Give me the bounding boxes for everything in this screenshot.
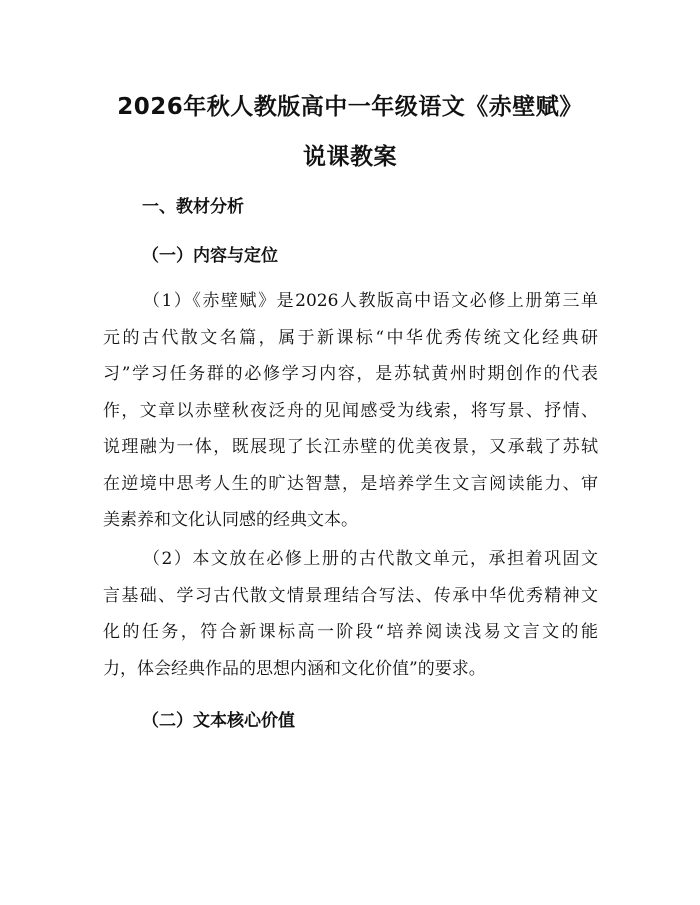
paragraph-line: 美素养和文化认同感的经典文本。	[103, 510, 358, 530]
subsection-heading-core-value: （二）文本核心价值	[142, 711, 295, 731]
section-heading-teaching-material-analysis: 一、教材分析	[142, 197, 244, 217]
paragraph-line: （1）《赤壁赋》是2026人教版高中语文必修上册第三单	[143, 291, 598, 311]
document-title-line-1: 2026年秋人教版高中一年级语文《赤壁赋》	[117, 94, 583, 120]
paragraph-2	[103, 541, 598, 687]
paragraph-line: 说理融为一体，既展现了长江赤壁的优美夜景，又承载了苏轼	[103, 437, 598, 457]
paragraph-line: 习”学习任务群的必修学习内容，是苏轼黄州时期创作的代表	[103, 364, 598, 384]
paragraph-1	[103, 283, 598, 539]
subsection-heading-content-and-positioning: （一）内容与定位	[142, 246, 278, 266]
paragraph-line: 力，体会经典作品的思想内涵和文化价值”的要求。	[103, 658, 486, 679]
paragraph-line: 化的任务，符合新课标高一阶段“培养阅读浅易文言文的能	[103, 622, 598, 642]
paragraph-line: 在逆境中思考人生的旷达智慧，是培养学生文言阅读能力、审	[103, 473, 598, 494]
paragraph-line: 言基础、学习古代散文情景理结合写法、传承中华优秀精神文	[103, 585, 598, 606]
paragraph-line: 作，文章以赤壁秋夜泛舟的见闻感受为线索，将写景、抒情、	[103, 400, 598, 421]
paragraph-line: （2）本文放在必修上册的古代散文单元，承担着巩固文	[143, 549, 598, 569]
document-title-line-2: 说课教案	[303, 144, 397, 170]
paragraph-line: 元的古代散文名篇，属于新课标“中华优秀传统文化经典研	[103, 327, 598, 348]
